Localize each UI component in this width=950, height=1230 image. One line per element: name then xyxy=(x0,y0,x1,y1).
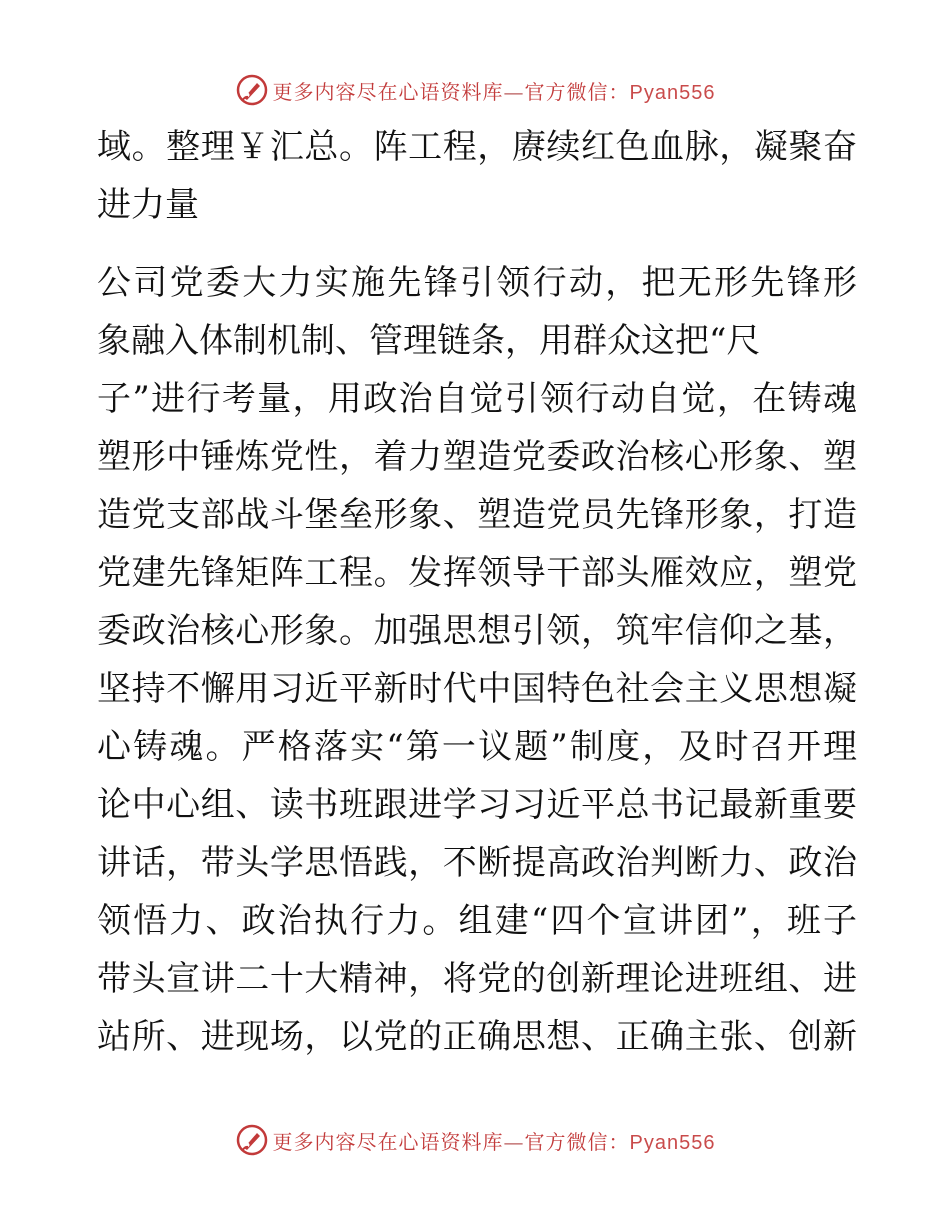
text-line: 造党支部战斗堡垒形象、塑造党员先锋形象，打造 xyxy=(97,495,857,535)
watermark-contact-id: Pyan556 xyxy=(629,1131,716,1154)
watermark-separator: — xyxy=(503,79,525,104)
watermark-text xyxy=(273,76,716,105)
watermark-separator: — xyxy=(503,1129,525,1154)
text-line: 进力量 xyxy=(97,185,199,225)
text-line: 讲话，带头学思悟践，不断提高政治判断力、政治 xyxy=(97,843,857,883)
pen-nib-logo-icon xyxy=(235,1123,269,1157)
footer-watermark xyxy=(0,1120,950,1160)
watermark-contact-label: 官方微信： xyxy=(524,79,630,104)
watermark-text xyxy=(273,1126,716,1155)
text-line: 委政治核心形象。加强思想引领，筑牢信仰之基， xyxy=(97,611,857,651)
pen-nib-logo-icon xyxy=(235,73,269,107)
watermark-contact-id: Pyan556 xyxy=(629,81,716,104)
paragraph-2 xyxy=(97,254,857,1066)
watermark-site-text: 更多内容尽在心语资料库 xyxy=(272,79,504,104)
text-line: 象融入体制机制、管理链条，用群众这把“尺 xyxy=(97,321,761,361)
text-line: 坚持不懈用习近平新时代中国特色社会主义思想凝 xyxy=(97,669,857,709)
text-line: 子”进行考量，用政治自觉引领行动自觉，在铸魂 xyxy=(97,379,857,419)
text-line: 站所、进现场，以党的正确思想、正确主张、创新 xyxy=(97,1017,857,1057)
paragraph-1 xyxy=(97,118,857,234)
text-line: 党建先锋矩阵工程。发挥领导干部头雁效应，塑党 xyxy=(97,553,857,593)
watermark-site-text: 更多内容尽在心语资料库 xyxy=(272,1129,504,1154)
text-line: 带头宣讲二十大精神，将党的创新理论进班组、进 xyxy=(97,959,857,999)
text-line: 塑形中锤炼党性，着力塑造党委政治核心形象、塑 xyxy=(97,437,857,477)
header-watermark xyxy=(0,70,950,110)
watermark-contact-label: 官方微信： xyxy=(524,1129,630,1154)
text-line: 领悟力、政治执行力。组建“四个宣讲团”，班子 xyxy=(97,901,857,941)
text-line: 公司党委大力实施先锋引领行动，把无形先锋形 xyxy=(97,263,857,303)
text-line: 心铸魂。严格落实“第一议题”制度，及时召开理 xyxy=(97,727,857,767)
text-line: 域。整理￥汇总。阵工程，赓续红色血脉，凝聚奋 xyxy=(97,127,857,167)
document-body xyxy=(97,118,857,1066)
text-line: 论中心组、读书班跟进学习习近平总书记最新重要 xyxy=(97,785,857,825)
